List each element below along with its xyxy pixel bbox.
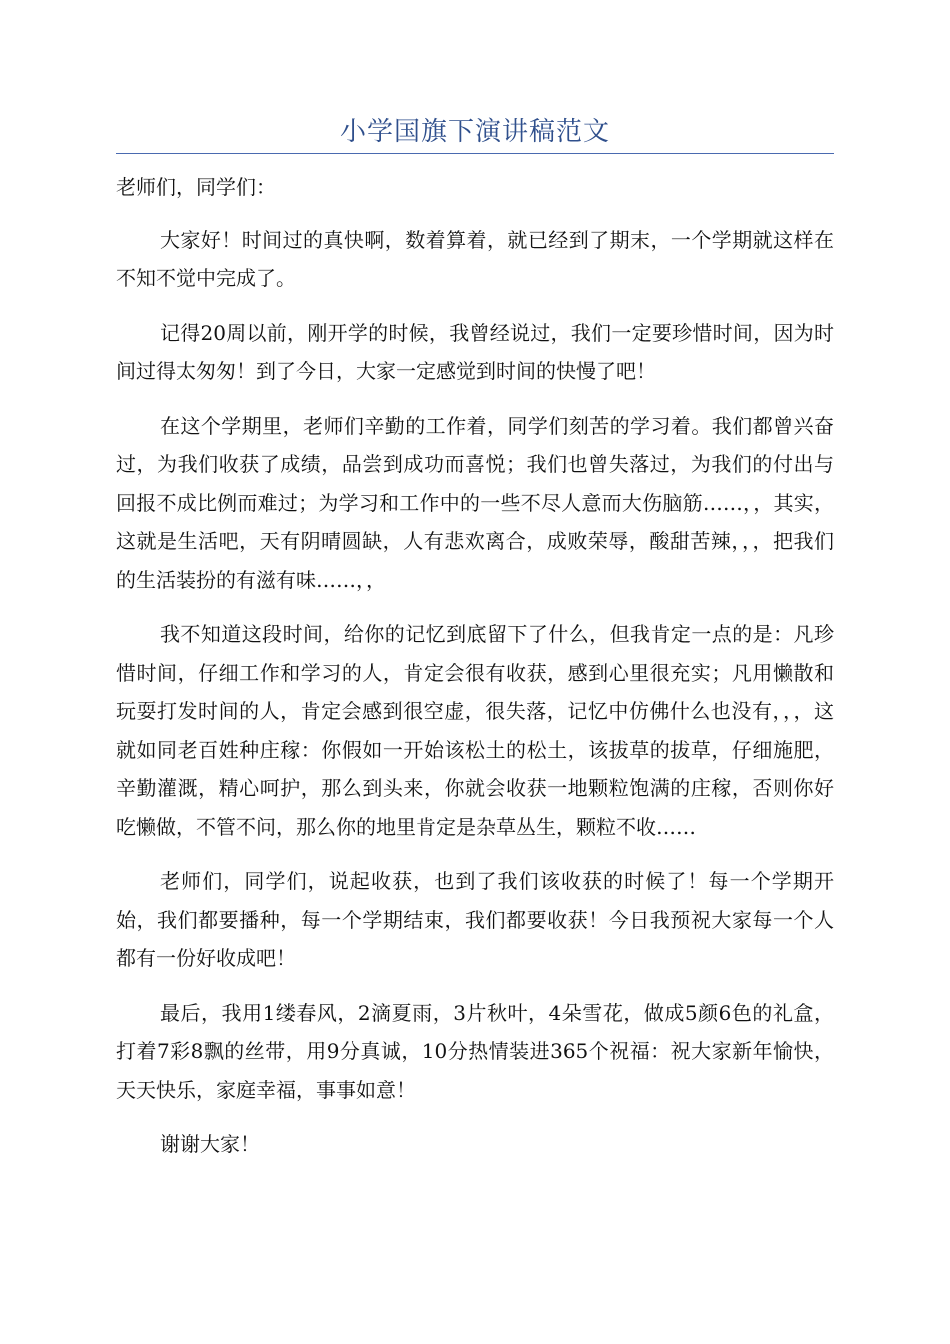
paragraph: 大家好！时间过的真快啊，数着算着，就已经到了期末，一个学期就这样在不知不觉中完成了。 bbox=[116, 227, 834, 290]
paragraph: 我不知道这段时间，给你的记忆到底留下了什么，但我肯定一点的是：凡珍惜时间，仔细工作和学习的人，肯定会很有收获，感到心里很充实；凡用懒散和玩耍打发时间的人，肯定会感到很空虚，很失落，记忆中仿佛什么也没有，，，这就如同老百姓种庄稼：你假如一开始该松土的松土，该拔草的拔草，仔细施肥，辛勤灌溉，精心呵护，那么到头来，你就会收获一地颗粒饱满的庄稼，否则你好吃懒做，不管不问，那么你的地里肯定是杂草丛生，颗粒不收…… bbox=[116, 622, 834, 839]
document-title: 小学国旗下演讲稿范文 bbox=[339, 117, 610, 147]
closing-line: 谢谢大家！ bbox=[160, 1132, 260, 1156]
paragraph: 最后，我用1缕春风，2滴夏雨，3片秋叶，4朵雪花，做成5颜6色的礼盒，打着7彩8飘的丝带，用9分真诚，10分热情装进365个祝福：祝大家新年愉快，天天快乐，家庭幸福，事事如意！ bbox=[116, 1000, 834, 1102]
title-underline bbox=[116, 153, 834, 154]
paragraph: 记得20周以前，刚开学的时候，我曾经说过，我们一定要珍惜时间，因为时间过得太匆匆！到了今日，大家一定感觉到时间的快慢了吧！ bbox=[116, 320, 834, 383]
document-body bbox=[116, 168, 834, 1180]
paragraph: 在这个学期里，老师们辛勤的工作着，同学们刻苦的学习着。我们都曾兴奋过，为我们收获了成绩，品尝到成功而喜悦；我们也曾失落过，为我们的付出与回报不成比例而难过；为学习和工作中的一些不尽人意而大伤脑筋……，，其实，这就是生活吧，天有阴晴圆缺，人有悲欢离合，成败荣辱，酸甜苦辣，，，把我们的生活装扮的有滋有味……，， bbox=[116, 413, 834, 592]
paragraph: 老师们，同学们，说起收获，也到了我们该收获的时候了！每一个学期开始，我们都要播种，每一个学期结束，我们都要收获！今日我预祝大家每一个人都有一份好收成吧！ bbox=[116, 869, 834, 970]
salutation: 老师们，同学们： bbox=[116, 175, 276, 199]
